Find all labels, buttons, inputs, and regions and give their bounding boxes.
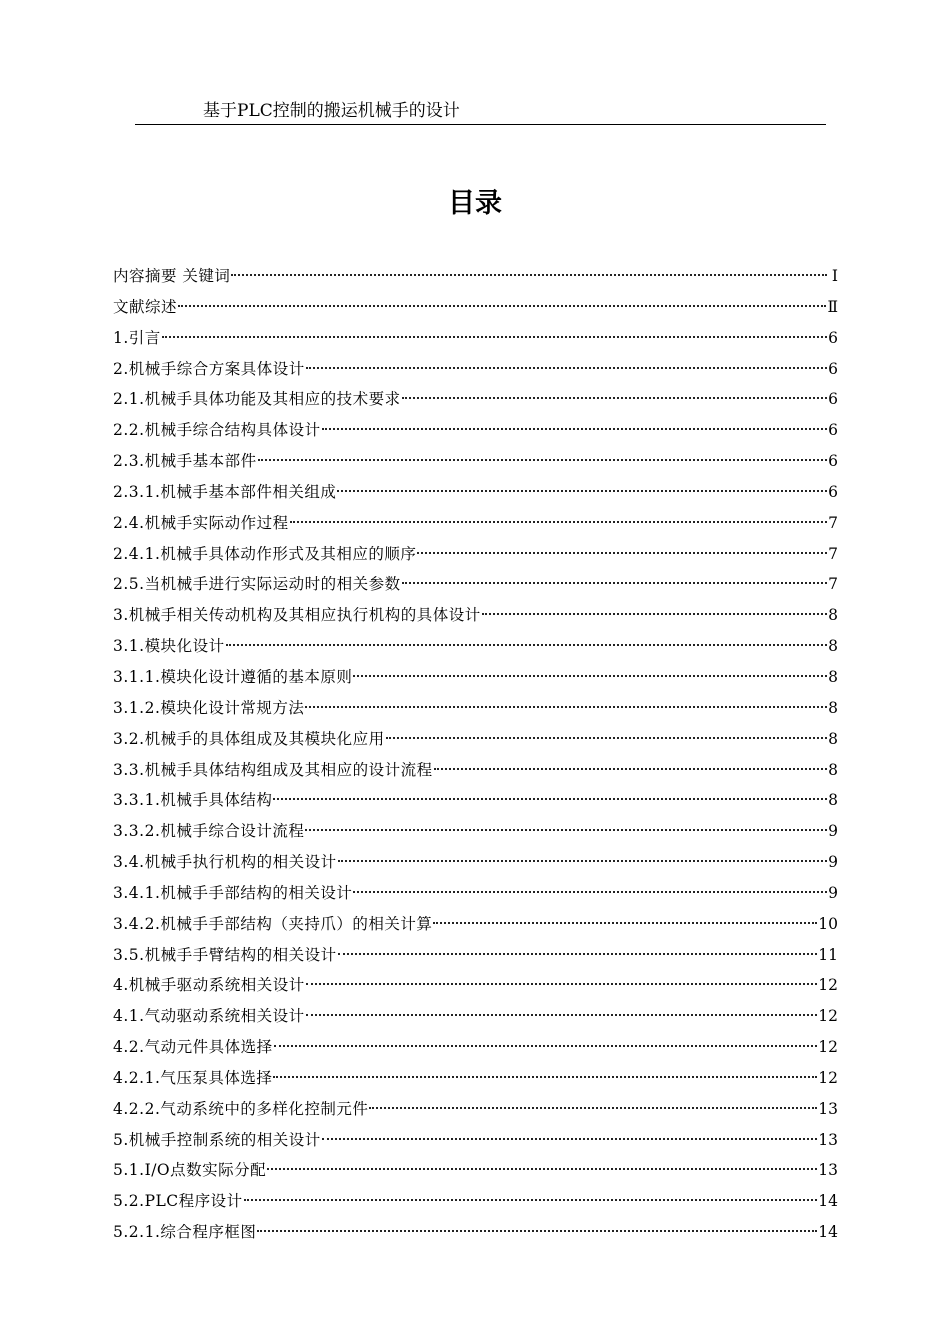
toc-dot-leader bbox=[178, 305, 826, 307]
toc-entry-label: 4.2.1.气压泵具体选择 bbox=[113, 1068, 273, 1087]
toc-entry[interactable] bbox=[113, 1063, 838, 1094]
toc-entry-page-number: 8 bbox=[828, 791, 838, 810]
toc-dot-leader bbox=[306, 1014, 818, 1016]
toc-entry-page-number: 6 bbox=[828, 390, 838, 409]
toc-dot-leader bbox=[273, 1076, 817, 1078]
toc-entry-page-number: 14 bbox=[818, 1223, 838, 1242]
toc-dot-leader bbox=[162, 336, 827, 338]
toc-entry[interactable] bbox=[113, 292, 838, 323]
toc-entry[interactable] bbox=[113, 477, 838, 508]
toc-entry[interactable] bbox=[113, 1094, 838, 1125]
toc-entry-label: 4.1.气动驱动系统相关设计 bbox=[113, 1007, 305, 1026]
toc-entry-label: 3.机械手相关传动机构及其相应执行机构的具体设计 bbox=[113, 606, 481, 625]
toc-dot-leader bbox=[257, 1230, 817, 1232]
toc-entry[interactable] bbox=[113, 909, 838, 940]
toc-entry-label: 3.3.2.机械手综合设计流程 bbox=[113, 822, 305, 841]
toc-entry-page-number: 12 bbox=[818, 1007, 838, 1026]
toc-entry-page-number: 8 bbox=[828, 606, 838, 625]
toc-entry-page-number: 13 bbox=[818, 1161, 838, 1180]
toc-entry-page-number: 7 bbox=[828, 513, 838, 532]
toc-entry-label: 5.1.I/O点数实际分配 bbox=[113, 1161, 267, 1180]
toc-entry-page-number: 14 bbox=[818, 1192, 838, 1211]
toc-entry-page-number: 6 bbox=[828, 452, 838, 471]
toc-entry-page-number: I bbox=[831, 267, 838, 285]
toc-entry[interactable] bbox=[113, 446, 838, 477]
toc-dot-leader bbox=[274, 1045, 818, 1047]
toc-entry[interactable] bbox=[113, 384, 838, 415]
toc-entry[interactable] bbox=[113, 415, 838, 446]
toc-entry[interactable] bbox=[113, 1001, 838, 1032]
toc-entry[interactable] bbox=[113, 1217, 838, 1248]
toc-entry[interactable] bbox=[113, 847, 838, 878]
toc-entry[interactable] bbox=[113, 816, 838, 847]
toc-entry[interactable] bbox=[113, 539, 838, 570]
toc-entry-page-number: 12 bbox=[818, 1068, 838, 1087]
toc-dot-leader bbox=[306, 983, 817, 985]
toc-entry-label: 2.4.机械手实际动作过程 bbox=[113, 513, 289, 532]
toc-entry-label: 1.引言 bbox=[113, 328, 161, 347]
running-header-title: 基于PLC控制的搬运机械手的设计 bbox=[203, 101, 460, 121]
toc-entry-page-number: 11 bbox=[818, 945, 838, 964]
toc-entry[interactable] bbox=[113, 354, 838, 385]
toc-dot-leader bbox=[369, 1107, 817, 1109]
toc-entry-label: 3.1.模块化设计 bbox=[113, 637, 225, 656]
toc-entry-label: 5.2.1.综合程序框图 bbox=[113, 1223, 257, 1242]
toc-dot-leader bbox=[433, 922, 817, 924]
toc-entry-page-number: 6 bbox=[828, 359, 838, 378]
toc-dot-leader bbox=[305, 829, 827, 831]
toc-dot-leader bbox=[267, 1168, 817, 1170]
toc-entry[interactable] bbox=[113, 600, 838, 631]
toc-dot-leader bbox=[482, 613, 827, 615]
toc-dot-leader bbox=[305, 706, 827, 708]
toc-entry-page-number: 8 bbox=[828, 637, 838, 656]
toc-dot-leader bbox=[417, 552, 827, 554]
toc-dot-leader bbox=[434, 768, 827, 770]
toc-entry-label: 2.5.当机械手进行实际运动时的相关参数 bbox=[113, 575, 401, 594]
toc-entry[interactable] bbox=[113, 940, 838, 971]
toc-entry-label: 文献综述 bbox=[113, 297, 178, 316]
toc-entry[interactable] bbox=[113, 1125, 838, 1156]
toc-entry[interactable] bbox=[113, 878, 838, 909]
toc-dot-leader bbox=[290, 521, 827, 523]
toc-dot-leader bbox=[353, 891, 827, 893]
toc-entry[interactable] bbox=[113, 662, 838, 693]
toc-entry-page-number: 6 bbox=[828, 482, 838, 501]
toc-entry[interactable] bbox=[113, 569, 838, 600]
toc-entry-label: 3.1.2.模块化设计常规方法 bbox=[113, 698, 305, 717]
toc-entry[interactable] bbox=[113, 785, 838, 816]
toc-entry[interactable] bbox=[113, 693, 838, 724]
toc-entry-page-number: 9 bbox=[828, 883, 838, 902]
toc-entry-page-number: 13 bbox=[818, 1099, 838, 1118]
toc-entry-page-number: 12 bbox=[818, 1038, 838, 1057]
toc-entry-page-number: 8 bbox=[828, 667, 838, 686]
toc-title: 目录 bbox=[448, 188, 502, 219]
running-header bbox=[135, 100, 826, 125]
toc-entry-page-number: 7 bbox=[828, 544, 838, 563]
toc-entry[interactable] bbox=[113, 323, 838, 354]
table-of-contents bbox=[113, 261, 838, 1248]
toc-entry[interactable] bbox=[113, 508, 838, 539]
toc-entry-label: 5.机械手控制系统的相关设计 bbox=[113, 1130, 321, 1149]
toc-entry-page-number: 10 bbox=[818, 914, 838, 933]
toc-entry-page-number: Ⅱ bbox=[827, 297, 838, 316]
toc-entry[interactable] bbox=[113, 1186, 838, 1217]
toc-entry-label: 2.3.1.机械手基本部件相关组成 bbox=[113, 482, 337, 501]
toc-entry-label: 4.2.气动元件具体选择 bbox=[113, 1038, 273, 1057]
toc-dot-leader bbox=[244, 1199, 818, 1201]
toc-entry-label: 3.2.机械手的具体组成及其模块化应用 bbox=[113, 729, 385, 748]
toc-entry-page-number: 7 bbox=[828, 575, 838, 594]
toc-entry-page-number: 6 bbox=[828, 328, 838, 347]
toc-entry-label: 2.2.机械手综合结构具体设计 bbox=[113, 421, 321, 440]
toc-entry-label: 2.1.机械手具体功能及其相应的技术要求 bbox=[113, 390, 401, 409]
toc-dot-leader bbox=[273, 798, 827, 800]
toc-entry-page-number: 13 bbox=[818, 1130, 838, 1149]
toc-entry-label: 3.3.机械手具体结构组成及其相应的设计流程 bbox=[113, 760, 433, 779]
toc-dot-leader bbox=[386, 737, 827, 739]
toc-entry-page-number: 12 bbox=[818, 976, 838, 995]
toc-entry-page-number: 8 bbox=[828, 698, 838, 717]
toc-entry[interactable] bbox=[113, 1032, 838, 1063]
toc-entry-label: 5.2.PLC程序设计 bbox=[113, 1192, 243, 1211]
toc-entry-label: 3.5.机械手手臂结构的相关设计 bbox=[113, 945, 337, 964]
toc-entry[interactable] bbox=[113, 755, 838, 786]
toc-dot-leader bbox=[231, 274, 827, 276]
toc-entry-page-number: 9 bbox=[828, 853, 838, 872]
toc-entry-label: 3.4.2.机械手手部结构（夹持爪）的相关计算 bbox=[113, 914, 433, 933]
toc-dot-leader bbox=[402, 397, 827, 399]
toc-entry-label: 3.1.1.模块化设计遵循的基本原则 bbox=[113, 667, 353, 686]
toc-entry-page-number: 9 bbox=[828, 822, 838, 841]
toc-entry-label: 2.3.机械手基本部件 bbox=[113, 452, 257, 471]
toc-entry[interactable] bbox=[113, 724, 838, 755]
toc-entry-label: 3.4.1.机械手手部结构的相关设计 bbox=[113, 883, 353, 902]
toc-dot-leader bbox=[402, 582, 827, 584]
toc-dot-leader bbox=[338, 953, 818, 955]
toc-dot-leader bbox=[322, 1138, 817, 1140]
toc-entry-label: 2.4.1.机械手具体动作形式及其相应的顺序 bbox=[113, 544, 417, 563]
toc-entry-label: 4.2.2.气动系统中的多样化控制元件 bbox=[113, 1099, 369, 1118]
toc-entry-page-number: 8 bbox=[828, 760, 838, 779]
toc-entry-label: 内容摘要 关键词 bbox=[113, 267, 231, 285]
toc-entry-label: 2.机械手综合方案具体设计 bbox=[113, 359, 305, 378]
toc-entry-label: 3.4.机械手执行机构的相关设计 bbox=[113, 853, 337, 872]
toc-dot-leader bbox=[226, 644, 827, 646]
toc-entry[interactable] bbox=[113, 261, 838, 292]
toc-entry-page-number: 8 bbox=[828, 729, 838, 748]
toc-dot-leader bbox=[258, 459, 827, 461]
toc-entry[interactable] bbox=[113, 970, 838, 1001]
toc-dot-leader bbox=[353, 675, 827, 677]
toc-dot-leader bbox=[337, 490, 827, 492]
toc-entry-label: 4.机械手驱动系统相关设计 bbox=[113, 976, 305, 995]
toc-dot-leader bbox=[322, 428, 827, 430]
toc-entry[interactable] bbox=[113, 1155, 838, 1186]
toc-dot-leader bbox=[306, 367, 827, 369]
toc-entry-page-number: 6 bbox=[828, 421, 838, 440]
toc-entry[interactable] bbox=[113, 631, 838, 662]
toc-dot-leader bbox=[338, 860, 827, 862]
toc-entry-label: 3.3.1.机械手具体结构 bbox=[113, 791, 273, 810]
